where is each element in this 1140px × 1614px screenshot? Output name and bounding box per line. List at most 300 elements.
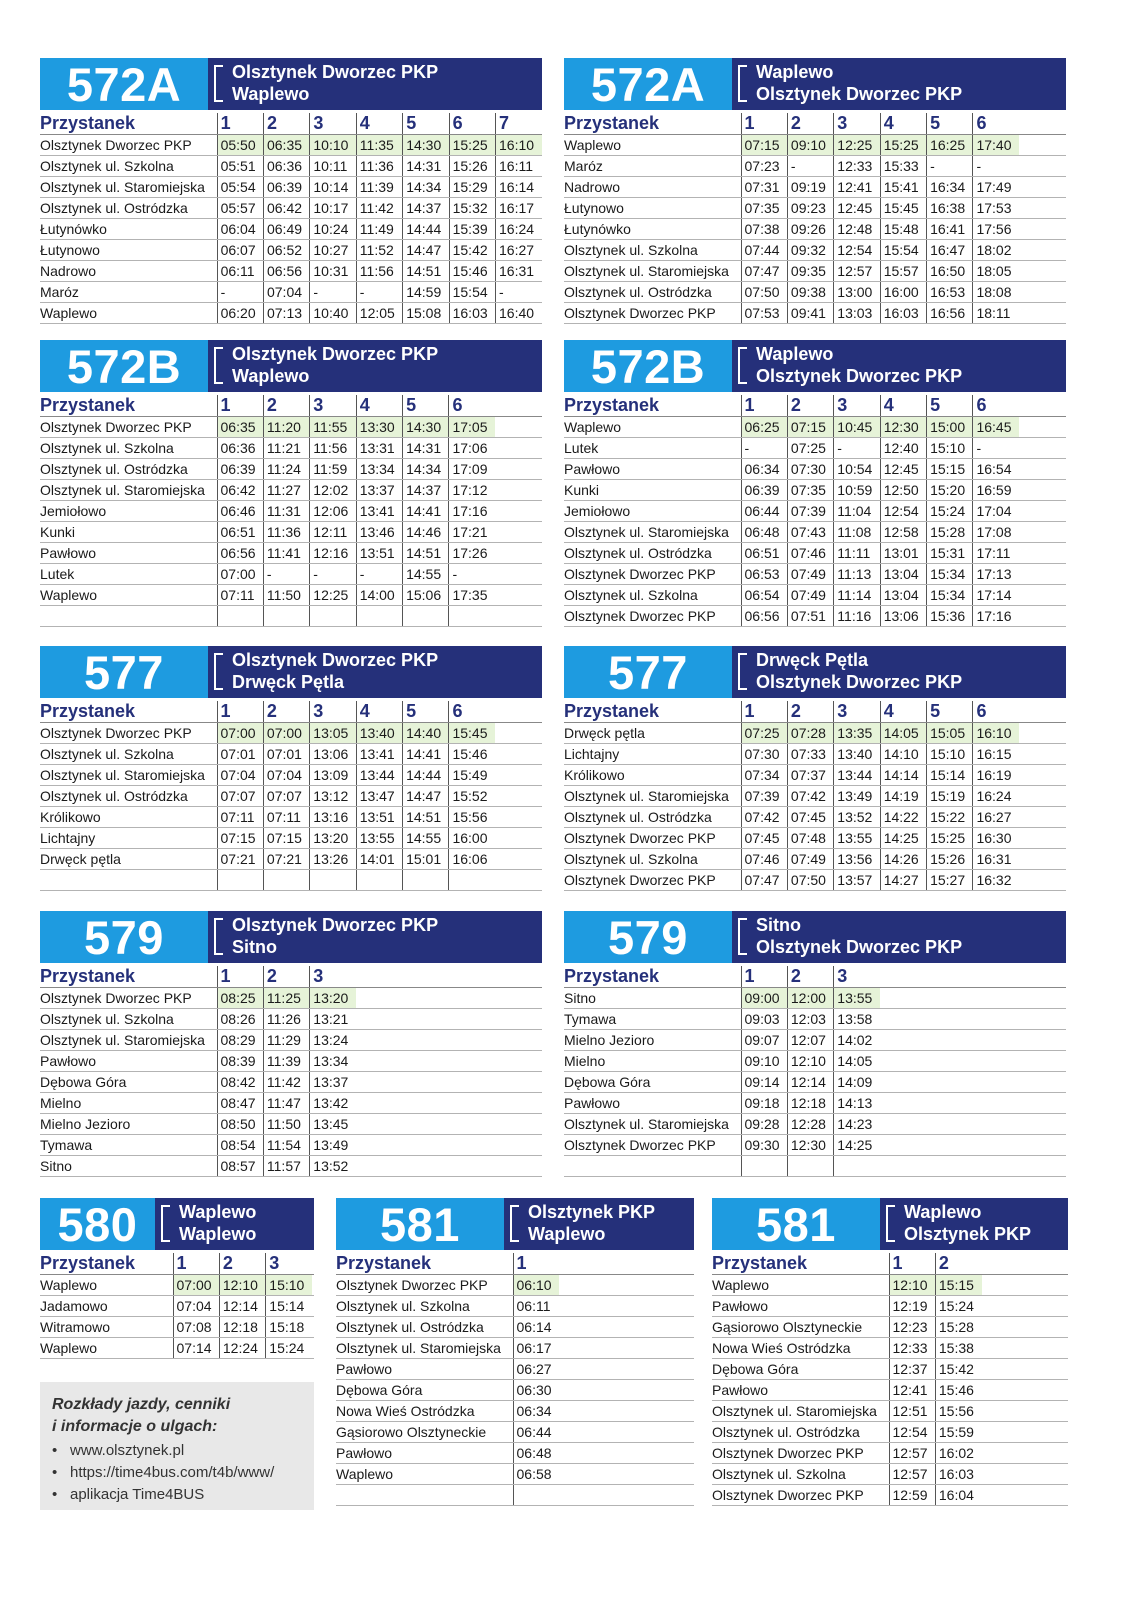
departure-time: 16:02 xyxy=(935,1443,981,1464)
table-row xyxy=(564,1093,1066,1114)
table-row xyxy=(336,1464,694,1485)
departure-time: 12:24 xyxy=(219,1338,265,1359)
departure-time: 13:35 xyxy=(834,723,880,744)
row-filler xyxy=(1019,135,1066,156)
departure-time: - xyxy=(973,156,1019,177)
row-filler xyxy=(559,1275,694,1296)
departure-time: 15:45 xyxy=(880,198,926,219)
departure-time: 12:16 xyxy=(310,543,356,564)
row-filler xyxy=(356,1051,542,1072)
route-destination: Olsztynek Dworzec PKP xyxy=(756,937,963,957)
table-header-row xyxy=(712,1253,1068,1275)
departure-time: 14:13 xyxy=(834,1093,880,1114)
departure-time: 14:51 xyxy=(403,807,449,828)
table-row xyxy=(40,606,542,627)
timetable-572b-outbound xyxy=(40,340,542,627)
departure-time xyxy=(310,606,356,627)
stop-name: Olsztynek Dworzec PKP xyxy=(564,1135,741,1156)
departure-time: 10:24 xyxy=(310,219,356,240)
departure-time: 11:21 xyxy=(263,438,309,459)
route-number: 572B xyxy=(564,340,732,392)
departure-time: 15:26 xyxy=(449,156,495,177)
departure-time: 13:57 xyxy=(834,870,880,891)
departure-time: 11:26 xyxy=(263,1009,309,1030)
departure-time: 06:39 xyxy=(217,459,263,480)
row-filler xyxy=(495,606,542,627)
departure-time: 11:47 xyxy=(263,1093,309,1114)
departure-time: 07:47 xyxy=(741,870,787,891)
departure-time: 12:58 xyxy=(880,522,926,543)
row-filler xyxy=(880,1051,1066,1072)
departure-time: 13:55 xyxy=(356,828,402,849)
timetable-grid xyxy=(564,395,1066,627)
departure-time: 07:28 xyxy=(787,723,833,744)
timetable-grid xyxy=(40,701,542,891)
departure-time: 16:34 xyxy=(927,177,973,198)
departure-time: 13:49 xyxy=(834,786,880,807)
departure-time: 09:10 xyxy=(787,135,833,156)
departure-time: 07:31 xyxy=(741,177,787,198)
departure-time: 06:53 xyxy=(741,564,787,585)
row-filler xyxy=(559,1464,694,1485)
table-header-row xyxy=(564,395,1066,417)
departure-time: 06:48 xyxy=(513,1443,559,1464)
table-row xyxy=(564,606,1066,627)
row-filler xyxy=(880,1072,1066,1093)
info-link-app: • aplikacja Time4BUS xyxy=(52,1484,314,1506)
route-number: 579 xyxy=(564,911,732,963)
trip-number-header: 1 xyxy=(889,1253,935,1275)
departure-time: 12:11 xyxy=(310,522,356,543)
route-header xyxy=(40,58,542,110)
table-row xyxy=(712,1317,1068,1338)
route-direction xyxy=(732,646,1066,698)
table-row xyxy=(564,828,1066,849)
departure-time: 14:27 xyxy=(880,870,926,891)
row-filler xyxy=(356,1135,542,1156)
info-title-line2: i informacje o ulgach: xyxy=(52,1418,218,1435)
departure-time: 14:47 xyxy=(403,240,449,261)
departure-time: 07:34 xyxy=(741,765,787,786)
table-row xyxy=(40,870,542,891)
trip-number-header: 4 xyxy=(880,395,926,417)
row-filler xyxy=(312,1338,314,1359)
departure-time: 14:51 xyxy=(403,543,449,564)
stop-name: Lichtajny xyxy=(564,744,741,765)
table-header-row xyxy=(40,966,542,988)
table-row xyxy=(40,303,542,324)
row-filler xyxy=(495,585,542,606)
departure-time: 10:45 xyxy=(834,417,880,438)
departure-time: 15:18 xyxy=(266,1317,312,1338)
header-filler xyxy=(1019,113,1066,135)
trip-number-header: 4 xyxy=(880,701,926,723)
table-row xyxy=(564,522,1066,543)
table-header-row xyxy=(564,966,1066,988)
departure-time: 15:54 xyxy=(449,282,495,303)
departure-time: 06:34 xyxy=(741,459,787,480)
table-row xyxy=(564,240,1066,261)
departure-time: 12:50 xyxy=(880,480,926,501)
departure-time: 11:39 xyxy=(263,1051,309,1072)
departure-time: 09:00 xyxy=(741,988,787,1009)
table-row xyxy=(336,1317,694,1338)
departure-time: 09:14 xyxy=(741,1072,787,1093)
departure-time: 07:07 xyxy=(263,786,309,807)
departure-time: 13:40 xyxy=(356,723,402,744)
stop-name: Olsztynek Dworzec PKP xyxy=(564,606,741,627)
departure-time: 13:41 xyxy=(356,744,402,765)
table-header-row xyxy=(40,701,542,723)
table-row xyxy=(40,1156,542,1177)
trip-number-header: 4 xyxy=(880,113,926,135)
header-filler xyxy=(356,966,542,988)
route-header xyxy=(40,340,542,392)
route-number: 577 xyxy=(564,646,732,698)
departure-time: 17:16 xyxy=(973,606,1019,627)
row-filler xyxy=(559,1317,694,1338)
row-filler xyxy=(1019,198,1066,219)
trip-number-header: 1 xyxy=(741,113,787,135)
table-row xyxy=(564,1135,1066,1156)
departure-time: 15:33 xyxy=(880,156,926,177)
departure-time: 13:04 xyxy=(880,564,926,585)
row-filler xyxy=(982,1422,1068,1443)
table-row xyxy=(564,1156,1066,1177)
departure-time: 13:20 xyxy=(310,988,356,1009)
trip-number-header: 2 xyxy=(263,701,309,723)
departure-time: 13:52 xyxy=(310,1156,356,1177)
departure-time: 09:38 xyxy=(787,282,833,303)
stop-name: Łutynowo xyxy=(40,240,217,261)
table-row xyxy=(40,765,542,786)
route-header xyxy=(564,911,1066,963)
stop-name: Nadrowo xyxy=(40,261,217,282)
departure-time: 12:59 xyxy=(889,1485,935,1506)
departure-time: 15:27 xyxy=(927,870,973,891)
row-filler xyxy=(1019,522,1066,543)
table-row xyxy=(40,282,542,303)
row-filler xyxy=(495,807,542,828)
departure-time: 15:42 xyxy=(449,240,495,261)
trip-number-header: 3 xyxy=(834,395,880,417)
departure-time: 07:38 xyxy=(741,219,787,240)
departure-time: 17:05 xyxy=(449,417,495,438)
departure-time: 14:02 xyxy=(834,1030,880,1051)
departure-time: 08:42 xyxy=(217,1072,263,1093)
timetable-577-return xyxy=(564,646,1066,891)
departure-time: 07:46 xyxy=(787,543,833,564)
departure-time: 06:27 xyxy=(513,1359,559,1380)
table-header-row xyxy=(40,395,542,417)
trip-number-header: 5 xyxy=(927,113,973,135)
departure-time: 16:17 xyxy=(496,198,542,219)
route-header xyxy=(712,1198,1068,1250)
departure-time: 09:10 xyxy=(741,1051,787,1072)
departure-time: 17:53 xyxy=(973,198,1019,219)
departure-time: 15:29 xyxy=(449,177,495,198)
departure-time: 15:46 xyxy=(449,744,495,765)
route-origin: Olsztynek Dworzec PKP xyxy=(232,650,439,670)
trip-number-header: 4 xyxy=(356,113,402,135)
row-filler xyxy=(559,1380,694,1401)
table-row xyxy=(40,786,542,807)
departure-time: 11:39 xyxy=(356,177,402,198)
departure-time: 07:49 xyxy=(787,585,833,606)
route-destination: Waplewo xyxy=(232,84,310,104)
departure-time: 08:26 xyxy=(217,1009,263,1030)
departure-time: 07:04 xyxy=(173,1296,219,1317)
stop-name: Olsztynek Dworzec PKP xyxy=(712,1485,889,1506)
route-header xyxy=(40,1198,314,1250)
row-filler xyxy=(1019,417,1066,438)
table-row xyxy=(564,585,1066,606)
departure-time: 07:00 xyxy=(217,564,263,585)
departure-time: 05:50 xyxy=(217,135,263,156)
departure-time: 15:10 xyxy=(927,438,973,459)
departure-time: - xyxy=(927,156,973,177)
departure-time: 06:35 xyxy=(217,417,263,438)
row-filler xyxy=(880,1135,1066,1156)
stop-name: Olsztynek Dworzec PKP xyxy=(564,564,741,585)
info-links-list xyxy=(52,1440,314,1506)
departure-time: 07:01 xyxy=(217,744,263,765)
stop-name: Olsztynek Dworzec PKP xyxy=(336,1275,513,1296)
timetable-grid xyxy=(712,1253,1068,1506)
stop-name: Olsztynek Dworzec PKP xyxy=(564,870,741,891)
departure-time: 06:52 xyxy=(263,240,309,261)
route-bracket-icon xyxy=(886,1205,895,1242)
table-row xyxy=(564,219,1066,240)
trip-number-header: 3 xyxy=(310,966,356,988)
table-row xyxy=(564,417,1066,438)
table-row xyxy=(712,1401,1068,1422)
departure-time xyxy=(263,606,309,627)
departure-time: 16:10 xyxy=(496,135,542,156)
departure-time: 07:45 xyxy=(787,807,833,828)
departure-time: 16:38 xyxy=(927,198,973,219)
departure-time: 14:30 xyxy=(403,135,449,156)
stop-name: Olsztynek ul. Staromiejska xyxy=(564,1114,741,1135)
departure-time xyxy=(217,870,263,891)
departure-time: 13:06 xyxy=(880,606,926,627)
table-row xyxy=(40,1030,542,1051)
table-row xyxy=(564,501,1066,522)
departure-time: 15:24 xyxy=(935,1296,981,1317)
table-row xyxy=(564,765,1066,786)
departure-time: 12:33 xyxy=(889,1338,935,1359)
departure-time: 10:17 xyxy=(310,198,356,219)
stop-name: Olsztynek ul. Szkolna xyxy=(40,438,217,459)
departure-time: 12:25 xyxy=(834,135,880,156)
stop-name: Olsztynek ul. Ostródzka xyxy=(40,459,217,480)
table-row xyxy=(564,1114,1066,1135)
departure-time: 06:51 xyxy=(741,543,787,564)
timetable-grid xyxy=(564,113,1066,324)
row-filler xyxy=(1019,849,1066,870)
stop-name: Kunki xyxy=(40,522,217,543)
departure-time: 07:30 xyxy=(787,459,833,480)
departure-time: 11:41 xyxy=(263,543,309,564)
stop-name: Królikowo xyxy=(40,807,217,828)
stop-name: Olsztynek ul. Staromiejska xyxy=(712,1401,889,1422)
stop-name: Olsztynek ul. Ostródzka xyxy=(564,807,741,828)
stop-column-header: Przystanek xyxy=(564,113,741,135)
stop-name: Jadamowo xyxy=(40,1296,173,1317)
departure-time: 13:51 xyxy=(356,543,402,564)
stop-name: Olsztynek ul. Szkolna xyxy=(564,240,741,261)
departure-time: 07:37 xyxy=(787,765,833,786)
departure-time: 06:44 xyxy=(513,1422,559,1443)
row-filler xyxy=(356,1156,542,1177)
stop-name: Olsztynek ul. Staromiejska xyxy=(564,522,741,543)
departure-time: 15:14 xyxy=(927,765,973,786)
departure-time: 14:31 xyxy=(403,156,449,177)
stop-name: Olsztynek ul. Szkolna xyxy=(564,585,741,606)
departure-time: 15:19 xyxy=(927,786,973,807)
departure-time: 06:07 xyxy=(217,240,263,261)
table-row xyxy=(564,438,1066,459)
row-filler xyxy=(1019,240,1066,261)
row-filler xyxy=(495,438,542,459)
departure-time: 18:11 xyxy=(973,303,1019,324)
departure-time: 11:24 xyxy=(263,459,309,480)
departure-time: 12:57 xyxy=(834,261,880,282)
departure-time: 16:45 xyxy=(973,417,1019,438)
departure-time: 13:34 xyxy=(356,459,402,480)
departure-time: 16:31 xyxy=(973,849,1019,870)
stop-name: Olsztynek Dworzec PKP xyxy=(564,303,741,324)
departure-time: 11:59 xyxy=(310,459,356,480)
route-bracket-icon xyxy=(214,653,223,690)
departure-time: 13:12 xyxy=(310,786,356,807)
table-row xyxy=(40,1275,314,1296)
departure-time: 06:11 xyxy=(513,1296,559,1317)
departure-time: 16:56 xyxy=(927,303,973,324)
stop-column-header: Przystanek xyxy=(336,1253,513,1275)
route-origin: Waplewo xyxy=(756,344,834,364)
departure-time: 14:19 xyxy=(880,786,926,807)
departure-time: 07:42 xyxy=(787,786,833,807)
departure-time: 13:58 xyxy=(834,1009,880,1030)
departure-time: 07:11 xyxy=(263,807,309,828)
stop-name: Sitno xyxy=(564,988,741,1009)
departure-time: 11:14 xyxy=(834,585,880,606)
row-filler xyxy=(1019,585,1066,606)
table-row xyxy=(564,1030,1066,1051)
route-number: 572A xyxy=(40,58,208,110)
departure-time: 13:52 xyxy=(834,807,880,828)
departure-time: 05:54 xyxy=(217,177,263,198)
stop-name: Olsztynek ul. Staromiejska xyxy=(40,1030,217,1051)
departure-time: 14:01 xyxy=(356,849,402,870)
departure-time: 16:10 xyxy=(973,723,1019,744)
departure-time: 07:30 xyxy=(741,744,787,765)
stop-name: Jemiołowo xyxy=(40,501,217,522)
table-row xyxy=(40,807,542,828)
departure-time: 09:32 xyxy=(787,240,833,261)
stop-name: Olsztynek ul. Staromiejska xyxy=(564,261,741,282)
departure-time: 12:02 xyxy=(310,480,356,501)
info-link-time4bus[interactable]: • https://time4bus.com/t4b/www/ xyxy=(52,1462,314,1484)
departure-time: 12:54 xyxy=(834,240,880,261)
row-filler xyxy=(1019,438,1066,459)
table-row xyxy=(564,744,1066,765)
departure-time: 12:10 xyxy=(889,1275,935,1296)
table-row xyxy=(564,564,1066,585)
departure-time: 13:56 xyxy=(834,849,880,870)
row-filler xyxy=(312,1296,314,1317)
departure-time: 13:34 xyxy=(310,1051,356,1072)
departure-time: 06:20 xyxy=(217,303,263,324)
departure-time: 11:49 xyxy=(356,219,402,240)
row-filler xyxy=(1019,723,1066,744)
timetable-577-outbound xyxy=(40,646,542,891)
departure-time xyxy=(449,606,495,627)
departure-time: 07:47 xyxy=(741,261,787,282)
trip-number-header: 1 xyxy=(217,966,263,988)
stop-name: Olsztynek ul. Szkolna xyxy=(40,1009,217,1030)
departure-time: 06:36 xyxy=(217,438,263,459)
departure-time: 15:46 xyxy=(449,261,495,282)
departure-time: 07:45 xyxy=(741,828,787,849)
departure-time: 15:54 xyxy=(880,240,926,261)
departure-time: 12:30 xyxy=(787,1135,833,1156)
departure-time: 09:07 xyxy=(741,1030,787,1051)
stop-name: Gąsiorowo Olsztyneckie xyxy=(712,1317,889,1338)
table-row xyxy=(40,1317,314,1338)
trip-number-header: 5 xyxy=(403,395,449,417)
row-filler xyxy=(1019,870,1066,891)
departure-time: 14:09 xyxy=(834,1072,880,1093)
info-link-website[interactable]: • www.olsztynek.pl xyxy=(52,1440,314,1462)
stop-name: Tymawa xyxy=(564,1009,741,1030)
row-filler xyxy=(312,1317,314,1338)
table-row xyxy=(712,1485,1068,1506)
departure-time: 13:26 xyxy=(310,849,356,870)
timetable-572b-return xyxy=(564,340,1066,627)
departure-time: 16:04 xyxy=(935,1485,981,1506)
departure-time: 17:56 xyxy=(973,219,1019,240)
stop-name: Waplewo xyxy=(712,1275,889,1296)
stop-column-header: Przystanek xyxy=(40,701,217,723)
departure-time: 05:57 xyxy=(217,198,263,219)
departure-time: 15:41 xyxy=(880,177,926,198)
row-filler xyxy=(880,1093,1066,1114)
departure-time: 15:38 xyxy=(935,1338,981,1359)
departure-time: 16:27 xyxy=(973,807,1019,828)
row-filler xyxy=(880,1009,1066,1030)
trip-number-header: 1 xyxy=(173,1253,219,1275)
departure-time: 09:19 xyxy=(787,177,833,198)
stop-name: Dębowa Góra xyxy=(712,1359,889,1380)
row-filler xyxy=(495,459,542,480)
stop-name: Królikowo xyxy=(564,765,741,786)
row-filler xyxy=(495,723,542,744)
route-direction xyxy=(208,911,542,963)
stop-name: Jemiołowo xyxy=(564,501,741,522)
table-row xyxy=(40,1338,314,1359)
departure-time: 06:25 xyxy=(741,417,787,438)
departure-time: 11:55 xyxy=(310,417,356,438)
departure-time: 16:54 xyxy=(973,459,1019,480)
stop-name: Olsztynek Dworzec PKP xyxy=(40,988,217,1009)
timetable-572a-return xyxy=(564,58,1066,324)
departure-time: 11:20 xyxy=(263,417,309,438)
route-header xyxy=(564,646,1066,698)
trip-number-header: 1 xyxy=(513,1253,559,1275)
stop-name: Olsztynek ul. Staromiejska xyxy=(564,786,741,807)
